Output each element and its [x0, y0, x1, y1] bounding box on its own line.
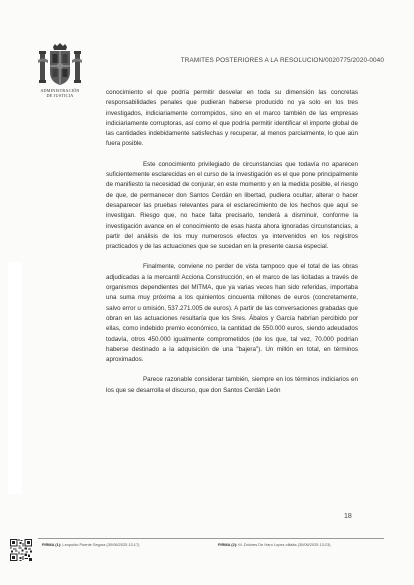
agency-line-2: DE JUSTICIA: [46, 93, 74, 98]
qr-code-icon: [10, 539, 32, 561]
agency-name: [28, 88, 92, 98]
redaction-strip: [8, 262, 22, 494]
signature-1-value: Leopoldo Puente Segura (30/06/2025 13:17): [62, 542, 140, 547]
page-number: 18: [344, 513, 352, 520]
signature-2-label: FIRMA (2):: [218, 542, 238, 547]
signature-1: [42, 542, 139, 547]
agency-line-1: ADMINISTRACIÓN: [40, 88, 80, 93]
case-reference: TRAMITES POSTERIORES A LA RESOLUCION/0020775/2020-0040: [180, 57, 384, 64]
paragraph: conocimiento el que podría permitir desvelar en toda su dimensión las concretas responsabilidades penales que pudieran haberse producido no ya solo en los tres investigados, indiciariamente corrompidos, sino en el marco también de las empresas indiciariamente corruptoras, así como el que podría permitir identificar el importe global de las cantidades indebidamente satisfechas y recuperar, al menos parcialmente, lo que aún fuera posible.: [106, 89, 358, 148]
document-body: [106, 88, 358, 396]
paragraph: Finalmente, conviene no perder de vista tampoco que el total de las obras adjudicadas a la mercantil Acciona Construcción, en el marco de las licitadas a través de organismos dependientes del MITMA, que ya varias veces han sido referidas, importaba una suma muy próxima a los quinientos cincuenta millones de euros (concretamente, salvo error u omisión, 537.271.005 de euros). A partir de las conversaciones grabadas que obran en las actuaciones resultaría que los Sres. Ábalos y García habrían percibido por ellas, como indebido premio económico, la cantidad de 550.000 euros, siendo adeudados todavía, otros 450.000 igualmente comprometidos (de los que, tal vez, 70.000 podrían haberse destinado a la adquisición de una "bajera"). Un millón en total, en términos aproximados.: [106, 263, 358, 364]
paragraph: Este conocimiento privilegiado de circunstancias que todavía no aparecen suficientemente esclarecidas en el curso de la investigación es el que pone principalmente de manifiesto la necesidad de conjurar, en este momento y en la medida posible, el riesgo de que, de permanecer don Santos Cerdán en libertad, pudiera ocultar, alterar o hacer desaparecer las pruebas relevantes para el esclarecimiento de los hechos que aquí se investigan. Riesgo que, no hace falta precisarlo, tenderá a disminuir, conforme la investigación avance en el conocimiento de esas hasta ahora ignoradas circunstancias, a partir del análisis de los muy numerosos efectos ya intervenidos en los registros practicados y de las actuaciones que se sucedan en la presente causa especial.: [106, 160, 358, 251]
signature-1-label: FIRMA (1):: [42, 542, 62, 547]
signature-2-value: M. Dolores De Haro Lopez-villalta (30/06/2025 13:23): [238, 542, 331, 547]
paragraph: Parece razonable considerar también, siempre en los términos indiciarios en los que se desarrolla el discurso, que don Santos Cerdán León: [106, 376, 358, 394]
footer-divider: [38, 538, 384, 539]
coat-of-arms-icon: [36, 42, 84, 88]
signature-2: [218, 542, 331, 547]
